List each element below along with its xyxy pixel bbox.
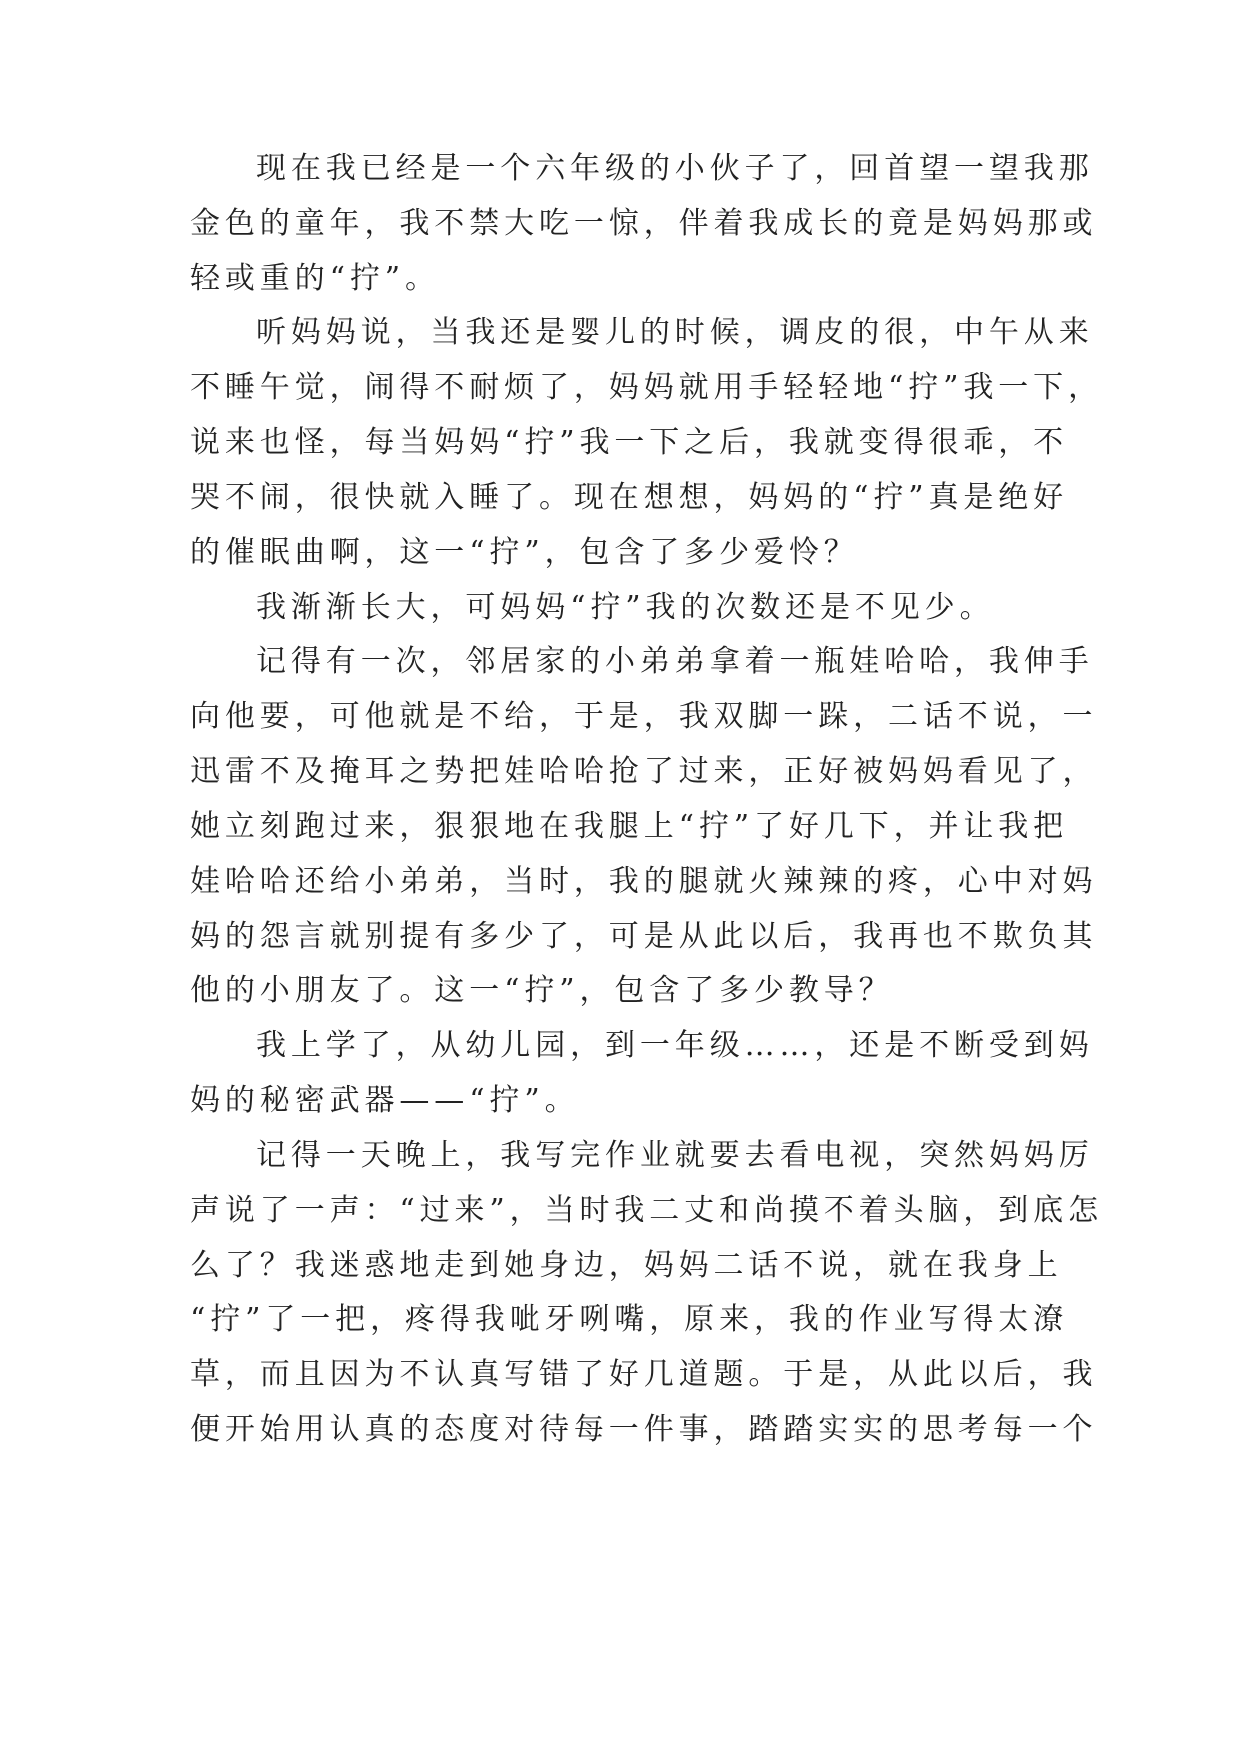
text-line: 听妈妈说，当我还是婴儿的时候，调皮的很，中午从来 — [256, 315, 1094, 350]
text-line: 迅雷不及掩耳之势把娃哈哈抢了过来，正好被妈妈看见了， — [190, 754, 1098, 789]
text-line: 他的小朋友了。这一“拧”，包含了多少教导？ — [190, 973, 894, 1008]
text-line: 说来也怪，每当妈妈“拧”我一下之后，我就变得很乖，不 — [190, 425, 1069, 460]
text-line: 她立刻跑过来，狠狠地在我腿上“拧”了好几下，并让我把 — [190, 809, 1069, 844]
text-line: 的催眠曲啊，这一“拧”，包含了多少爱怜？ — [190, 535, 859, 570]
text-line: 声说了一声：“过来”，当时我二丈和尚摸不着头脑，到底怎 — [190, 1193, 1103, 1228]
text-line: 记得一天晚上，我写完作业就要去看电视，突然妈妈厉 — [256, 1138, 1094, 1173]
text-line: 我上学了，从幼儿园，到一年级……，还是不断受到妈 — [256, 1028, 1094, 1063]
text-line: 轻或重的“拧”。 — [190, 261, 440, 296]
text-line: 金色的童年，我不禁大吃一惊，伴着我成长的竟是妈妈那或 — [190, 206, 1098, 241]
text-line: 妈的怨言就别提有多少了，可是从此以后，我再也不欺负其 — [190, 919, 1098, 954]
text-line: 向他要，可他就是不给，于是，我双脚一跺，二话不说，一 — [190, 699, 1098, 734]
text-line: 娃哈哈还给小弟弟，当时，我的腿就火辣辣的疼，心中对妈 — [190, 864, 1098, 899]
text-line: “拧”了一把，疼得我呲牙咧嘴，原来，我的作业写得太潦 — [190, 1302, 1069, 1337]
text-line: 记得有一次，邻居家的小弟弟拿着一瓶娃哈哈，我伸手 — [256, 644, 1094, 679]
text-line: 哭不闹，很快就入睡了。现在想想，妈妈的“拧”真是绝好 — [190, 480, 1069, 515]
text-line: 便开始用认真的态度对待每一件事，踏踏实实的思考每一个 — [190, 1412, 1098, 1447]
text-line: 么了？我迷惑地走到她身边，妈妈二话不说，就在我身上 — [190, 1248, 1063, 1283]
text-line: 妈的秘密武器——“拧”。 — [190, 1083, 580, 1118]
text-line: 不睡午觉，闹得不耐烦了，妈妈就用手轻轻地“拧”我一下， — [190, 370, 1103, 405]
text-line: 草，而且因为不认真写错了好几道题。于是，从此以后，我 — [190, 1357, 1098, 1392]
text-line: 我渐渐长大，可妈妈“拧”我的次数还是不见少。 — [256, 590, 995, 625]
text-line: 现在我已经是一个六年级的小伙子了，回首望一望我那 — [256, 151, 1094, 186]
